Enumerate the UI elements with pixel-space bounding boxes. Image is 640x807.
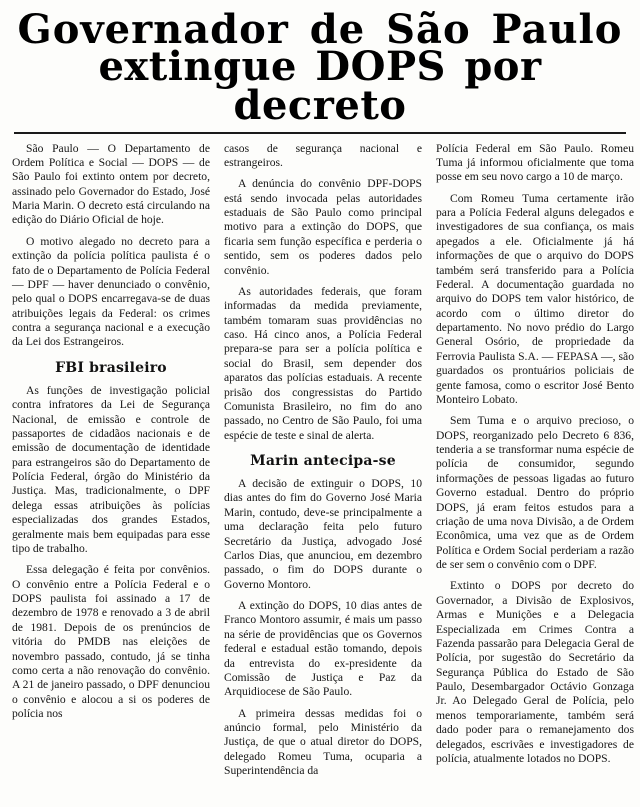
paragraph: São Paulo — O Departamento de Ordem Política e Social — DOPS — de São Paulo foi extinto ontem por decreto, assinado pelo Governador do Estado, José Maria Marin. O decreto está circulando na edição do Diário Oficial de hoje. — [12, 141, 210, 227]
column-1 — [12, 142, 210, 729]
page-title — [12, 6, 628, 130]
headline-line-2: extingue DOPS por decreto — [98, 43, 542, 130]
article-columns — [12, 141, 634, 786]
subhead-marin-antecipa-se: Marin antecipa-se — [250, 453, 396, 470]
subhead-fbi-brasileiro: FBI brasileiro — [55, 359, 167, 376]
column-2 — [224, 142, 422, 786]
headline-line-1: Governador de São Paulo — [17, 6, 623, 53]
column-3 — [436, 142, 634, 774]
paragraph: A primeira dessas medidas foi o anúncio formal, pelo Ministério da Justiça, de que o atual diretor do DOPS, delegado Romeu Tuma, ocuparia a Superintendência da — [224, 706, 422, 778]
paragraph: As autoridades federais, que foram informadas da medida previamente, também tomaram suas providências no caso. Há cinco anos, a Polícia Federal prepara-se para ser a polícia política e social do Brasil, sem depender dos aparatos das polícias estaduais. A recente prisão dos congressistas do Partido Comunista Brasileiro, no fim do ano passado, no Centro de São Paulo, foi uma espécie de teste e sinal de alerta. — [224, 284, 422, 442]
paragraph: O motivo alegado no decreto para a extinção da polícia política paulista é o fato de o Departamento de Polícia Federal — DPF — haver denunciado o convênio, pelo qual o DOPS encarregava-se de duas atribuições legais da Federal: os crimes contra a segurança nacional e a execução da Lei dos Estrangeiros. — [12, 234, 210, 349]
paragraph: Polícia Federal em São Paulo. Romeu Tuma já informou oficialmente que toma posse em seu novo cargo a 10 de março. — [436, 141, 634, 184]
paragraph: Sem Tuma e o arquivo precioso, o DOPS, reorganizado pelo Decreto 6 836, tenderia a se transformar numa espécie de polícia de consumidor, segundo informações de pessoas ligadas ao futuro Governo estadual. Dentro do próprio DOPS, já eram feitos estudos para a criação de uma nova Divisão, a de Ordem Econômica, uma vez que as de Ordem Política e Ordem Social perderiam a razão de ser sem o convênio com o DPF. — [436, 414, 634, 572]
paragraph: Extinto o DOPS por decreto do Governador, a Divisão de Explosivos, Armas e Munições e a Delegacia Especializada em Crimes Contra a Fazenda passarão para Delegacia Geral de Polícia, por sugestão do Secretário da Segurança Pública do Estado de São Paulo, Desembargador Octávio Gonzaga Jr. Ao Delegado Geral de Polícia, pelo menos temporariamente, também será dado poder para o remanejamento dos delegados, escrivães e investigadores de polícia, atualmente lotados no DOPS. — [436, 579, 634, 765]
paragraph: Essa delegação é feita por convênios. O convênio entre a Polícia Federal e o DOPS paulista foi assinado a 17 de dezembro de 1978 e renovado a 3 de abril de 1981. Depois de os prenúncios de vitória do PMDB nas eleições de novembro passado, contudo, já se tinha como certa a não renovação do convênio. A 21 de janeiro passado, o DPF denunciou o convênio e alocou a si os poderes de polícia nos — [12, 563, 210, 721]
paragraph: Com Romeu Tuma certamente irão para a Polícia Federal alguns delegados e investigadores de sua confiança, os mais apegados a ele. Oficialmente já há informações de que o arquivo do DOPS também será transferido para a Polícia Federal. A documentação guardada no arquivo do DOPS tem valor histórico, de acordo com o último diretor do departamento. No novo prédio do Largo General Osório, de propriedade da Ferrovia Paulista S.A. — FEPASA —, são guardados os prontuários policiais de gente famosa, como o escritor José Bento Monteiro Lobato. — [436, 191, 634, 406]
paragraph: As funções de investigação policial contra infratores da Lei de Segurança Nacional, de emissão e controle de passaportes de cidadãos nacionais e de emissão de documentação de identidade para estrangeiros são do Departamento de Polícia Federal, órgão do Ministério da Justiça. Mas, tradicionalmente, o DPF delega essas atribuições às polícias especializadas dos grandes Estados, geralmente mais bem equipadas para esse tipo de trabalho. — [12, 383, 210, 555]
paragraph: A denúncia do convênio DPF-DOPS está sendo invocada pelas autoridades estaduais de São Paulo como principal motivo para a extinção do DOPS, que ficaria sem função específica e perderia o sentido, sem os poderes dados pelo convênio. — [224, 177, 422, 277]
paragraph: casos de segurança nacional e estrangeiros. — [224, 141, 422, 169]
paragraph: A extinção do DOPS, 10 dias antes de Franco Montoro assumir, é mais um passo na série de providências que os Governos federal e estadual estão tomando, depois da entrevista do ex-presidente da Comissão de Justiça e Paz da Arquidiocese de São Paulo. — [224, 599, 422, 699]
header-divider — [14, 132, 626, 134]
paragraph: A decisão de extinguir o DOPS, 10 dias antes do fim do Governo José Maria Marin, contudo, deve-se principalmente a uma declaração feita pelo futuro Secretário da Justiça, advogado José Carlos Dias, que anunciou, em dezembro passado, o fim do DOPS durante o Governo Montoro. — [224, 477, 422, 591]
